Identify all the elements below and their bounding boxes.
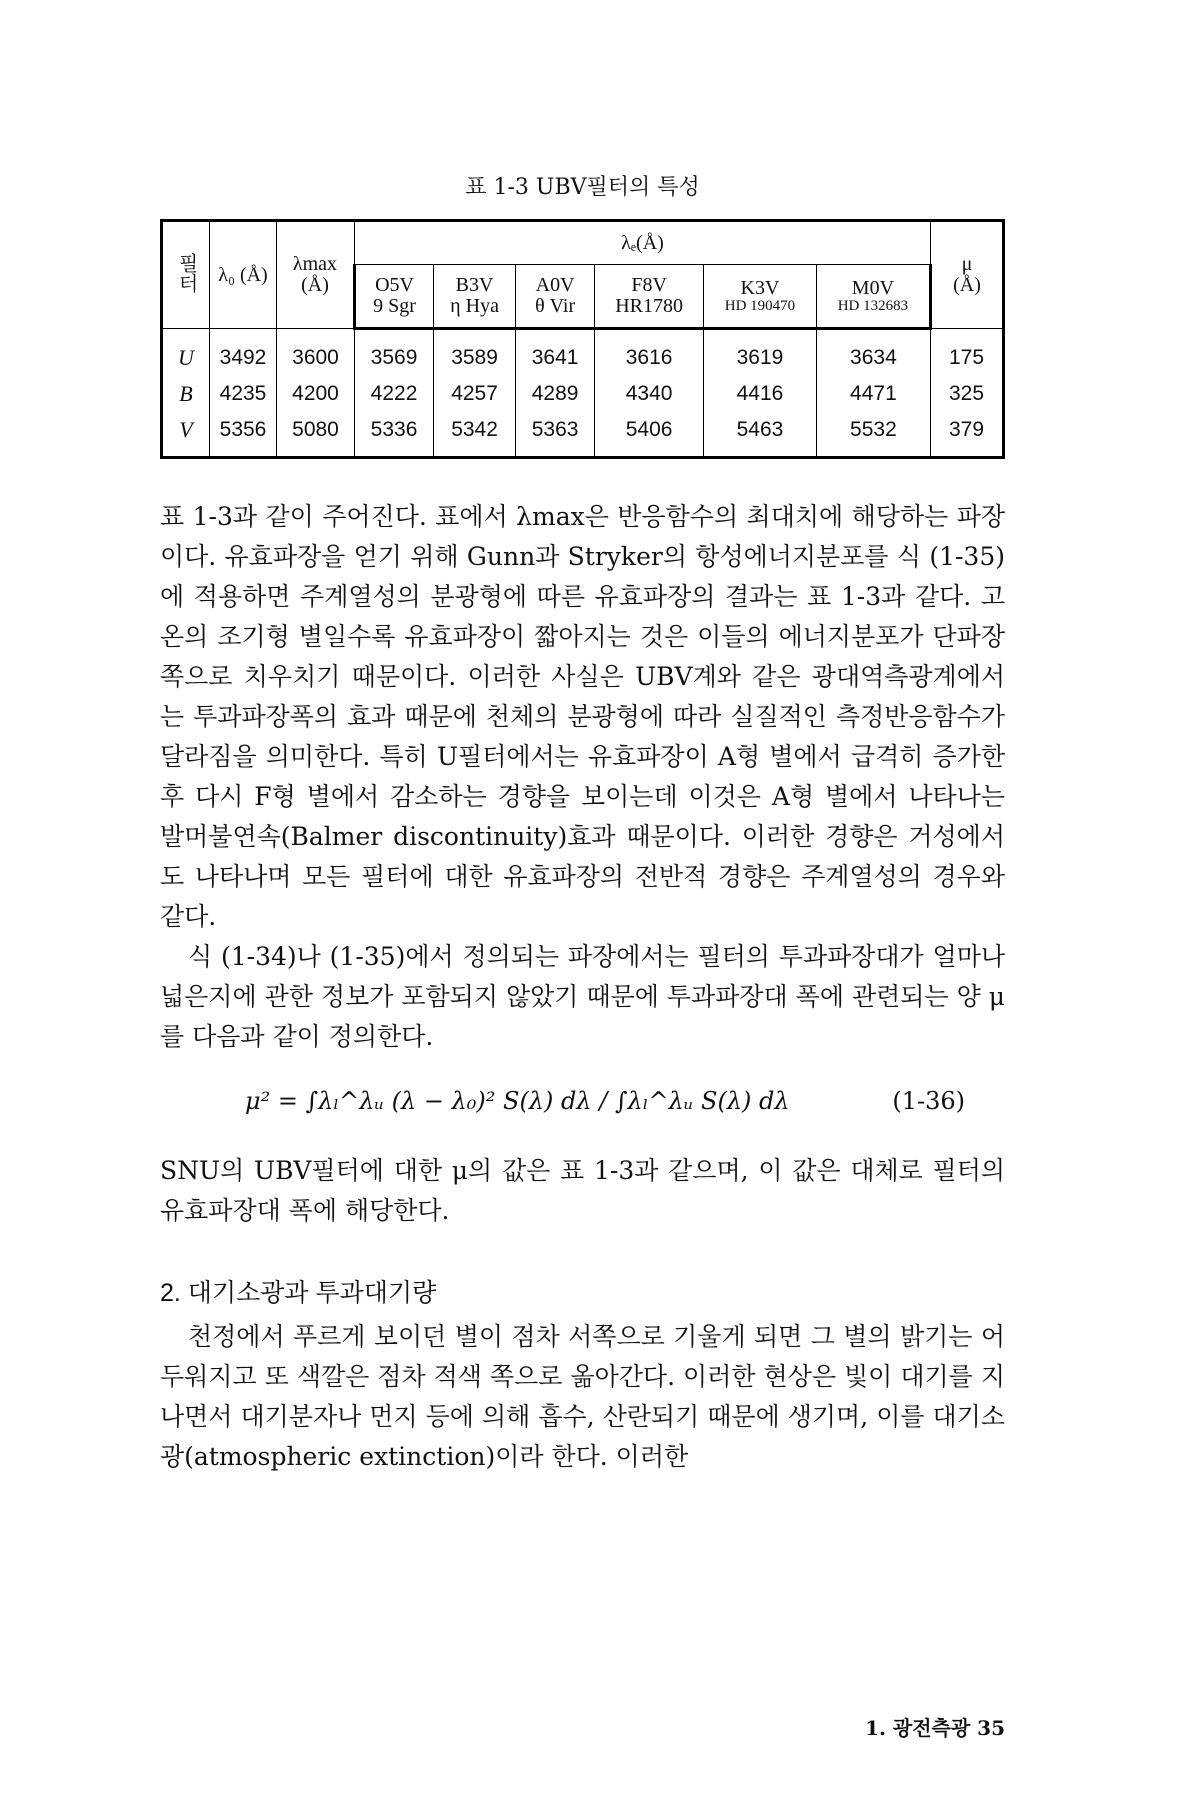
table-row <box>162 412 1004 458</box>
cell-lmax: 4200 <box>277 376 355 412</box>
header-star: B3V η Hya <box>434 265 516 329</box>
cell-value: 3589 <box>434 329 516 377</box>
header-star: O5V 9 Sgr <box>355 265 434 329</box>
cell-value: 3569 <box>355 329 434 377</box>
equation-1-36 <box>160 1071 1005 1141</box>
cell-value: 4289 <box>516 376 595 412</box>
equation-number: (1-36) <box>892 1087 965 1115</box>
cell-filter: V <box>162 412 210 458</box>
cell-value: 5463 <box>704 412 817 458</box>
table-caption: 표 1-3 UBV필터의 특성 <box>465 175 700 200</box>
cell-value: 5363 <box>516 412 595 458</box>
header-star: M0V HD 132683 <box>816 265 930 329</box>
section-heading: 2. 대기소광과 투과대기량 <box>160 1279 437 1307</box>
cell-value: 4340 <box>595 376 704 412</box>
cell-value: 5336 <box>355 412 434 458</box>
paragraph-effective-wavelength: 표 1-3과 같이 주어진다. 표에서 λmax은 반응함수의 최대치에 해당하는 파장이다. 유효파장을 얻기 위해 Gunn과 Stryker의 항성에너지분포를 식 (1-35)에 적용하면 주계열성의 분광형에 따른 유효파장의 결과는 표 1-3과 같다. 고온의 조기형 별일수록 유효파장이 짧아지는 것은 이들의 에너지분포가 단파장 쪽으로 치우치기 때문이다. 이러한 사실은 UBV계와 같은 광대역측광계에서는 투과파장폭의 효과 때문에 천체의 분광형에 따라 실질적인 측정반응함수가 달라짐을 의미한다. 특히 U필터에서는 유효파장이 A형 별에서 급격히 증가한 후 다시 F형 별에서 감소하는 경향을 보이는데 이것은 A형 별에서 나타나는 발머불연속(Balmer discontinuity)효과 때문이다. 이러한 경향은 거성에서도 나타나며 모든 필터에 대한 유효파장의 전반적 경향은 주계열성의 경우와 같다. <box>160 502 1005 931</box>
equation-formula: μ² = ∫λₗ^λᵤ (λ − λ₀)² S(λ) dλ / ∫λₗ^λᵤ S(λ) dλ <box>245 1087 790 1115</box>
cell-value: 5342 <box>434 412 516 458</box>
cell-filter: U <box>162 329 210 377</box>
page-footer: 1. 광전측광 35 <box>865 1716 1005 1740</box>
cell-value: 3641 <box>516 329 595 377</box>
header-filter: 필터 <box>162 221 210 329</box>
header-star: A0V θ Vir <box>516 265 595 329</box>
table-row <box>162 376 1004 412</box>
header-lambda-max: λmax (Å) <box>277 221 355 329</box>
cell-value: 5406 <box>595 412 704 458</box>
ubv-filter-table <box>160 219 1005 459</box>
cell-l0: 5356 <box>210 412 277 458</box>
table-row <box>162 329 1004 377</box>
cell-mu: 379 <box>931 412 1004 458</box>
cell-l0: 3492 <box>210 329 277 377</box>
cell-value: 3616 <box>595 329 704 377</box>
page-content <box>160 150 1005 1477</box>
paragraph-extinction: 천정에서 푸르게 보이던 별이 점차 서쪽으로 기울게 되면 그 별의 밝기는 어두워지고 또 색깔은 점차 적색 쪽으로 옮아간다. 이러한 현상은 빛이 대기를 지나면서 대기분자나 먼지 등에 의해 흡수, 산란되기 때문에 생기며, 이를 대기소광(atmospheric extinction)이라 한다. 이러한 <box>160 1322 1005 1471</box>
cell-value: 3619 <box>704 329 817 377</box>
cell-mu: 175 <box>931 329 1004 377</box>
cell-lmax: 3600 <box>277 329 355 377</box>
cell-value: 4222 <box>355 376 434 412</box>
header-star: F8V HR1780 <box>595 265 704 329</box>
cell-value: 4257 <box>434 376 516 412</box>
header-star: K3V HD 190470 <box>704 265 817 329</box>
paragraph-snu-mu: SNU의 UBV필터에 대한 μ의 값은 표 1-3과 같으며, 이 값은 대체로 필터의 유효파장대 폭에 해당한다. <box>160 1156 1005 1225</box>
cell-value: 5532 <box>816 412 930 458</box>
cell-l0: 4235 <box>210 376 277 412</box>
paragraph-bandwidth: 식 (1-34)나 (1-35)에서 정의되는 파장에서는 필터의 투과파장대가 얼마나 넓은지에 관한 정보가 포함되지 않았기 때문에 투과파장대 폭에 관련되는 양 μ를 다음과 같이 정의한다. <box>160 942 1005 1051</box>
cell-value: 3634 <box>816 329 930 377</box>
cell-value: 4416 <box>704 376 817 412</box>
cell-filter: B <box>162 376 210 412</box>
cell-value: 4471 <box>816 376 930 412</box>
header-lambda0: λ₀ (Å) <box>210 221 277 329</box>
cell-mu: 325 <box>931 376 1004 412</box>
header-lambda-e: λₑ(Å) <box>355 221 931 265</box>
header-mu: μ (Å) <box>931 221 1004 329</box>
cell-lmax: 5080 <box>277 412 355 458</box>
